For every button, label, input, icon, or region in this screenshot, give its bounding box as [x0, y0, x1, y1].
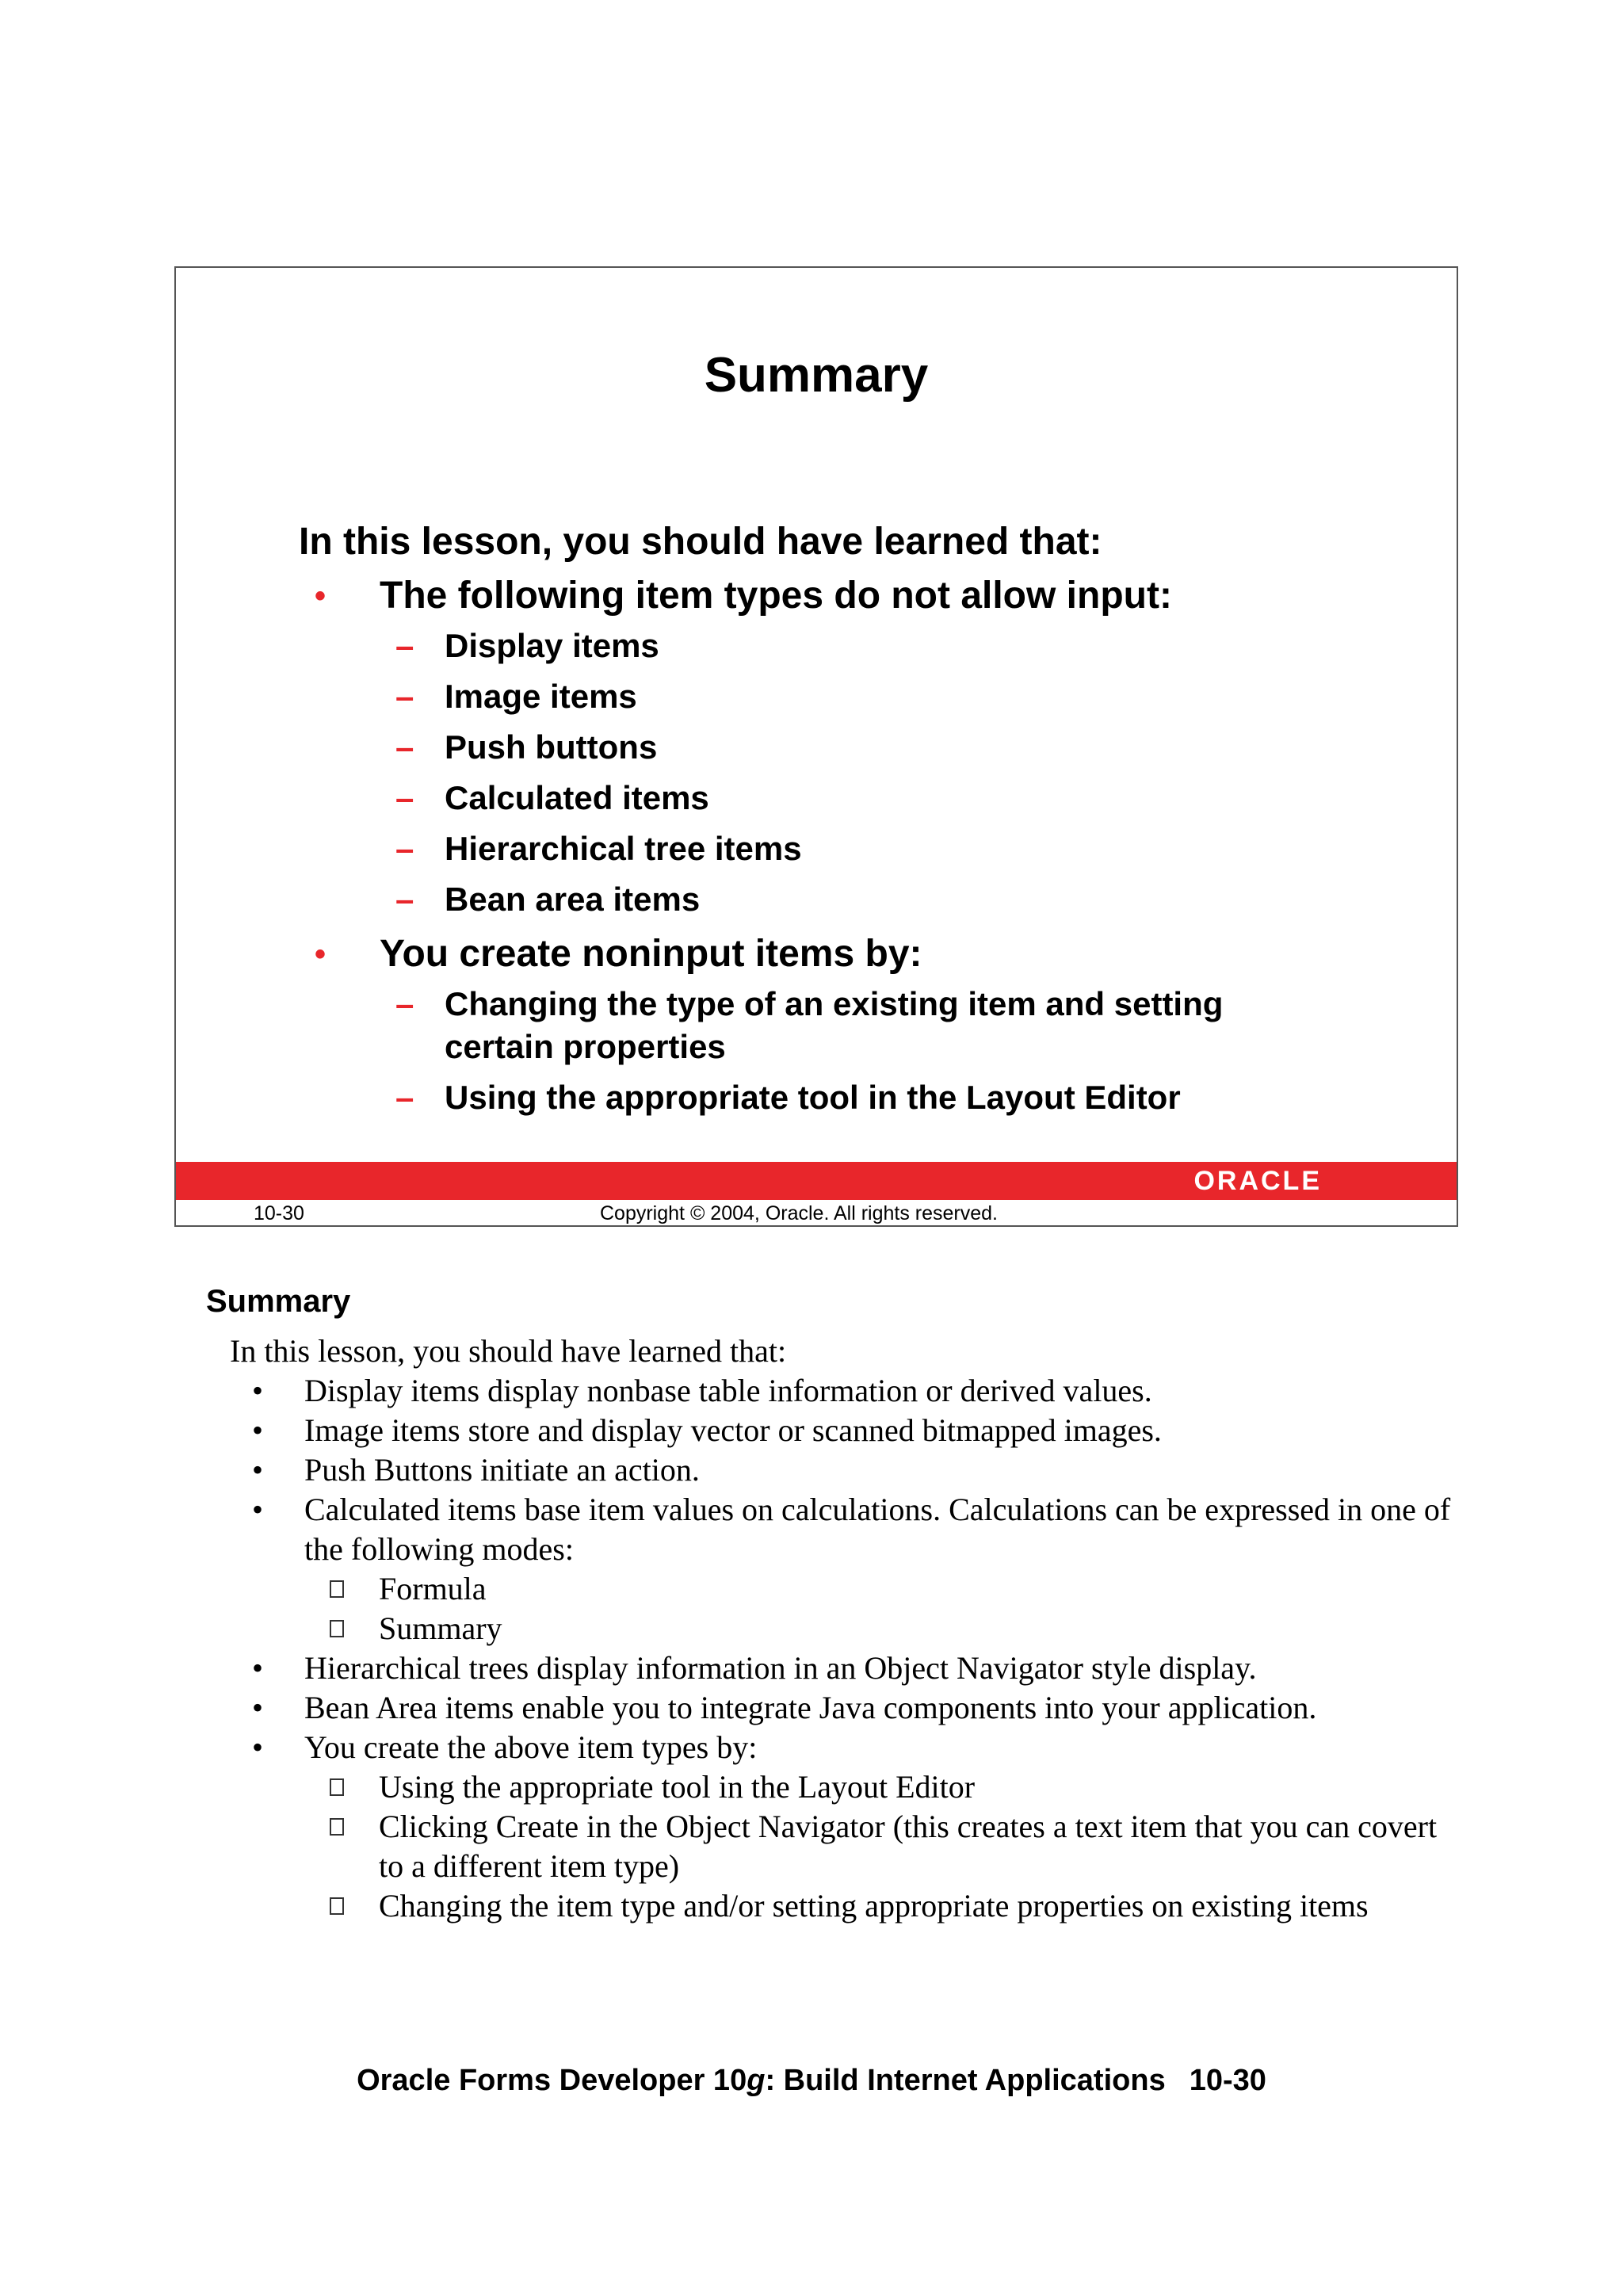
- oracle-logo: ORACLE: [1193, 1166, 1322, 1196]
- footer-page-number: 10-30: [1189, 2064, 1266, 2097]
- notes-item: [230, 1490, 1466, 1648]
- dash-icon: –: [395, 728, 414, 766]
- square-bullet-icon: [330, 1818, 344, 1836]
- slide-sublist-container: [299, 983, 1408, 1119]
- slide-sublist: [299, 625, 1408, 921]
- notes-item-text: Bean Area items enable you to integrate Java components into your application.: [304, 1690, 1317, 1725]
- slide-subitem: [380, 878, 1408, 921]
- notes-subitem: [304, 1886, 1466, 1926]
- dash-icon: –: [395, 985, 414, 1022]
- slide-subitem: [380, 777, 1408, 819]
- slide-subitem: [380, 726, 1408, 769]
- slide-subitem: [380, 625, 1408, 667]
- slide-subitem-text: Using the appropriate tool in the Layout Editor: [445, 1079, 1181, 1116]
- notes-subitem-text: Clicking Create in the Object Navigator (this creates a text item that you can covert to a different item type): [379, 1809, 1438, 1884]
- slide-subitem-text: Bean area items: [445, 881, 701, 918]
- slide-subitem: [380, 983, 1291, 1068]
- slide-subitem-text: Display items: [445, 627, 659, 664]
- oracle-footer-bar: [176, 1162, 1457, 1200]
- footer-title-pre: Oracle Forms Developer 10: [357, 2064, 747, 2097]
- slide-subitem: [380, 675, 1408, 718]
- slide-bullet-text: The following item types do not allow input:: [380, 575, 1172, 617]
- bullet-icon: •: [252, 1650, 264, 1686]
- bullet-icon: •: [252, 1452, 264, 1488]
- bullet-icon: •: [252, 1492, 264, 1527]
- slide-sublist-container: [299, 625, 1408, 921]
- dash-icon: –: [395, 678, 414, 715]
- slide-intro: In this lesson, you should have learned that:: [299, 521, 1102, 563]
- notes-subitem: [304, 1569, 1466, 1609]
- dash-icon: –: [395, 1079, 414, 1116]
- slide-bullet-text: You create noninput items by:: [380, 933, 922, 975]
- notes-subitem: [304, 1807, 1466, 1886]
- slide-bullet: [299, 574, 1408, 618]
- footer-title-italic: g: [747, 2064, 766, 2097]
- notes-item: [230, 1648, 1466, 1688]
- square-bullet-icon: [330, 1620, 344, 1637]
- slide-subitem: [380, 1076, 1291, 1119]
- slide-subitem-text: Image items: [445, 678, 637, 715]
- slide-bullet: [299, 932, 1408, 976]
- notes-sublist: [304, 1569, 1466, 1648]
- slide-number: 10-30: [254, 1202, 304, 1224]
- notes-item-text: Hierarchical trees display information in an Object Navigator style display.: [304, 1650, 1257, 1686]
- dash-icon: –: [395, 881, 414, 918]
- slide-footer: [176, 1201, 1457, 1225]
- notes-item: [230, 1728, 1466, 1926]
- slide-subitem-text: Changing the type of an existing item and setting certain properties: [445, 985, 1224, 1065]
- dash-icon: –: [395, 830, 414, 867]
- slide-sublist: [299, 983, 1291, 1119]
- dash-icon: –: [395, 627, 414, 664]
- notes-subitem-text: Summary: [379, 1610, 502, 1646]
- notes-body: [230, 1331, 1466, 1926]
- slide-body: [299, 520, 1408, 1130]
- notes-item: [230, 1411, 1466, 1450]
- notes-item: [230, 1371, 1466, 1411]
- slide-bullet-list: [299, 574, 1408, 1119]
- notes-subitem-text: Using the appropriate tool in the Layout Editor: [379, 1769, 976, 1805]
- notes-intro: In this lesson, you should have learned that:: [230, 1333, 787, 1369]
- footer-title-post: : Build Internet Applications: [765, 2064, 1166, 2097]
- bullet-icon: •: [252, 1373, 264, 1408]
- bullet-icon: •: [315, 937, 327, 972]
- notes-item-text: Image items store and display vector or scanned bitmapped images.: [304, 1412, 1162, 1448]
- bullet-icon: •: [252, 1690, 264, 1725]
- notes-item-text: You create the above item types by:: [304, 1729, 758, 1765]
- notes-subitem-text: Formula: [379, 1571, 487, 1606]
- notes-item-text: Display items display nonbase table information or derived values.: [304, 1373, 1152, 1408]
- notes-subitem: [304, 1609, 1466, 1648]
- slide-subitem-text: Hierarchical tree items: [445, 830, 802, 867]
- slide: [174, 266, 1458, 1227]
- notes-item-text: Calculated items base item values on calculations. Calculations can be expressed in one of the following modes:: [304, 1492, 1451, 1567]
- slide-subitem-text: Push buttons: [445, 728, 658, 766]
- page-footer: [0, 2062, 1623, 2099]
- slide-title: Summary: [704, 348, 929, 403]
- square-bullet-icon: [330, 1778, 344, 1796]
- notes-item: [230, 1688, 1466, 1728]
- slide-copyright: Copyright © 2004, Oracle. All rights reserved.: [600, 1202, 998, 1224]
- notes-item-text: Push Buttons initiate an action.: [304, 1452, 700, 1488]
- dash-icon: –: [395, 779, 414, 816]
- notes-list: [230, 1371, 1466, 1926]
- slide-subitem: [380, 827, 1408, 870]
- bullet-icon: •: [252, 1729, 264, 1765]
- notes-heading: Summary: [206, 1284, 351, 1319]
- notes-subitem-text: Changing the item type and/or setting appropriate properties on existing items: [379, 1888, 1369, 1924]
- square-bullet-icon: [330, 1897, 344, 1915]
- notes-item: [230, 1450, 1466, 1490]
- notes-subitem: [304, 1767, 1466, 1807]
- notes-sublist: [304, 1767, 1466, 1926]
- slide-subitem-text: Calculated items: [445, 779, 709, 816]
- bullet-icon: •: [315, 579, 327, 613]
- bullet-icon: •: [252, 1412, 264, 1448]
- square-bullet-icon: [330, 1580, 344, 1598]
